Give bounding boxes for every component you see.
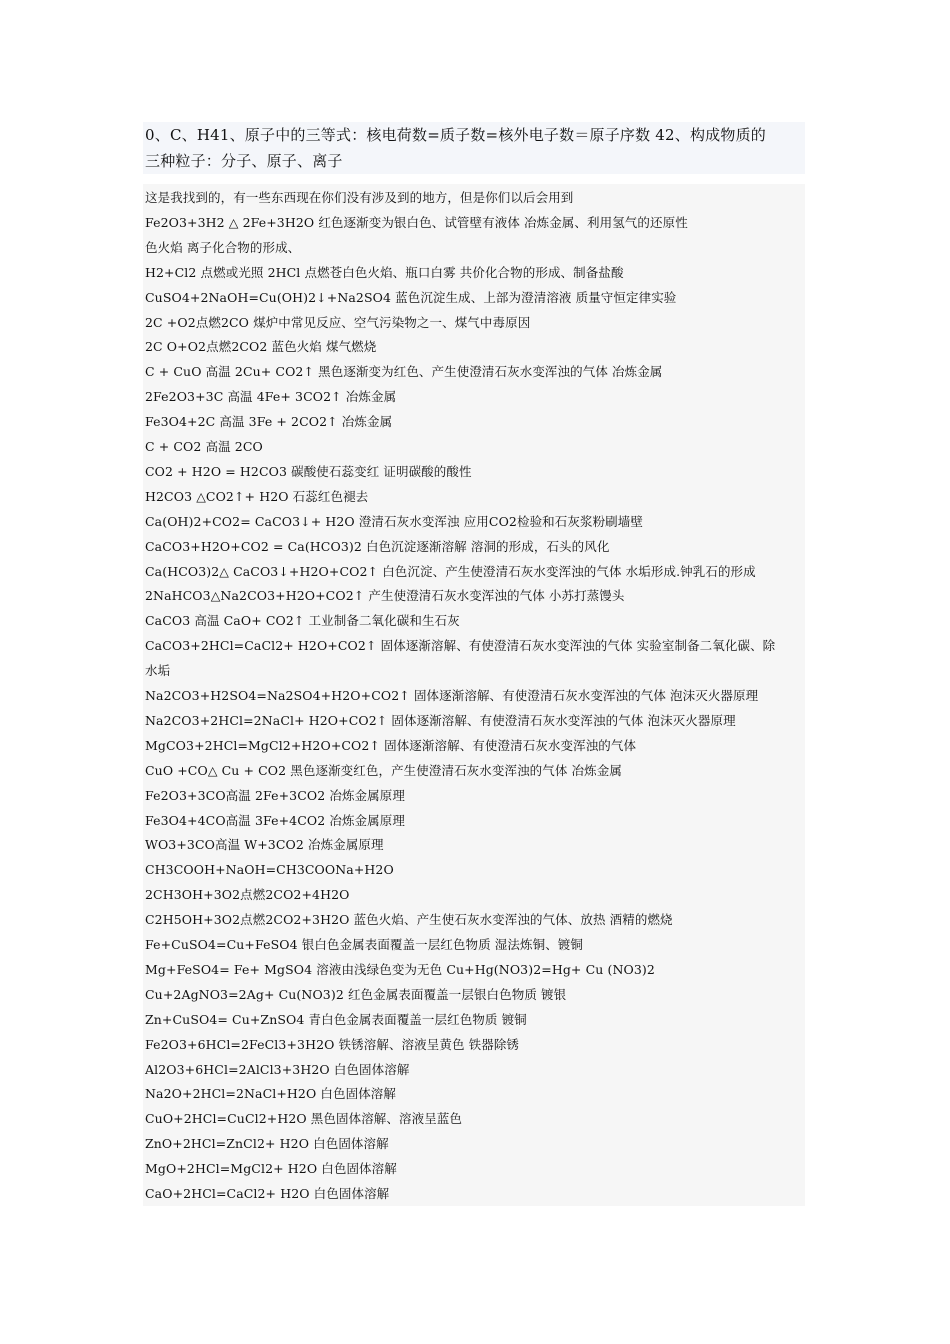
equation-line: CO2 + H2O = H2CO3 碳酸使石蕊变红 证明碳酸的酸性 <box>145 463 472 479</box>
equation-line: Fe+CuSO4=Cu+FeSO4 银白色金属表面覆盖一层红色物质 湿法炼铜、镀铜 <box>145 937 583 952</box>
equation-line: C + CO2 高温 2CO <box>145 439 263 454</box>
heading-block <box>143 122 805 174</box>
equation-line: CuSO4+2NaOH=Cu(OH)2↓+Na2SO4 蓝色沉淀生成、上部为澄清溶液 质量守恒定律实验 <box>145 289 677 305</box>
equation-line: H2+Cl2 点燃或光照 2HCl 点燃苍白色火焰、瓶口白雾 共价化合物的形成、制备盐酸 <box>145 264 624 280</box>
equation-line: CaO+2HCl=CaCl2+ H2O 白色固体溶解 <box>145 1186 390 1201</box>
equation-line: WO3+3CO高温 W+3CO2 冶炼金属原理 <box>145 837 384 853</box>
equation-line: C + CuO 高温 2Cu+ CO2↑ 黑色逐渐变为红色、产生使澄清石灰水变浑浊的气体 冶炼金属 <box>145 364 663 380</box>
equation-line: CaCO3+H2O+CO2 = Ca(HCO3)2 白色沉淀逐渐溶解 溶洞的形成，石头的风化 <box>145 538 610 554</box>
equation-line: Al2O3+6HCl=2AlCl3+3H2O 白色固体溶解 <box>145 1061 410 1077</box>
equation-line: 2NaHCO3△Na2CO3+H2O+CO2↑ 产生使澄清石灰水变浑浊的气体 小苏打蒸馒头 <box>145 588 625 604</box>
equation-line: Fe2O3+3CO高温 2Fe+3CO2 冶炼金属原理 <box>145 787 405 803</box>
equation-line: 2CH3OH+3O2点燃2CO2+4H2O <box>145 887 350 903</box>
equation-line: Cu+2AgNO3=2Ag+ Cu(NO3)2 红色金属表面覆盖一层银白色物质 镀银 <box>145 986 567 1002</box>
equation-line: 水垢 <box>145 663 171 679</box>
equation-line: 色火焰 离子化合物的形成、 <box>145 239 301 255</box>
heading-line: 三种粒子：分子、原子、离子 <box>145 152 343 170</box>
equation-line: Na2CO3+H2SO4=Na2SO4+H2O+CO2↑ 固体逐渐溶解、有使澄清石灰水变浑浊的气体 泡沫灭火器原理 <box>145 688 759 703</box>
equation-line: CaCO3 高温 CaO+ CO2↑ 工业制备二氧化碳和生石灰 <box>145 613 460 629</box>
equation-line: MgCO3+2HCl=MgCl2+H2O+CO2↑ 固体逐渐溶解、有使澄清石灰水变浑浊的气体 <box>145 737 637 753</box>
heading-line: 0、C、H41、原子中的三等式：核电荷数=质子数=核外电子数＝原子序数 42、构成物质的 <box>145 126 766 144</box>
equation-line: CuO+2HCl=CuCl2+H2O 黑色固体溶解、溶液呈蓝色 <box>145 1111 463 1127</box>
equation-line: Fe3O4+4CO高温 3Fe+4CO2 冶炼金属原理 <box>145 812 405 828</box>
equation-line: 2Fe2O3+3C 高温 4Fe+ 3CO2↑ 冶炼金属 <box>145 389 397 405</box>
equation-line: 2C +O2点燃2CO 煤炉中常见反应、空气污染物之一、煤气中毒原因 <box>145 314 531 330</box>
equation-line: Fe3O4+2C 高温 3Fe + 2CO2↑ 冶炼金属 <box>145 414 393 430</box>
equation-line: CH3COOH+NaOH=CH3COONa+H2O <box>145 862 394 878</box>
equation-line: CaCO3+2HCl=CaCl2+ H2O+CO2↑ 固体逐渐溶解、有使澄清石灰水变浑浊的气体 实验室制备二氧化碳、除 <box>145 638 776 654</box>
equation-line: Mg+FeSO4= Fe+ MgSO4 溶液由浅绿色变为无色 Cu+Hg(NO3)2=Hg+ Cu (NO3)2 <box>145 961 655 977</box>
equation-line: 2C O+O2点燃2CO2 蓝色火焰 煤气燃烧 <box>145 339 377 355</box>
equation-line: ZnO+2HCl=ZnCl2+ H2O 白色固体溶解 <box>145 1136 389 1152</box>
intro-line: 这是我找到的，有一些东西现在你们没有涉及到的地方，但是你们以后会用到 <box>145 190 574 205</box>
equation-line: Na2O+2HCl=2NaCl+H2O 白色固体溶解 <box>145 1086 397 1102</box>
equation-line: MgO+2HCl=MgCl2+ H2O 白色固体溶解 <box>145 1161 397 1177</box>
equation-line: Fe2O3+3H2 △ 2Fe+3H2O 红色逐渐变为银白色、试管壁有液体 冶炼金属、利用氢气的还原性 <box>145 214 688 230</box>
equation-line: CuO +CO△ Cu + CO2 黑色逐渐变红色，产生使澄清石灰水变浑浊的气体 冶炼金属 <box>145 762 622 778</box>
equation-line: H2CO3 △CO2↑+ H2O 石蕊红色褪去 <box>145 488 369 504</box>
equations-block <box>143 184 805 1206</box>
equation-line: Fe2O3+6HCl=2FeCl3+3H2O 铁锈溶解、溶液呈黄色 铁器除锈 <box>145 1036 520 1052</box>
equation-line: C2H5OH+3O2点燃2CO2+3H2O 蓝色火焰、产生使石灰水变浑浊的气体、放热 酒精的燃烧 <box>145 912 673 928</box>
equation-line: Ca(HCO3)2△ CaCO3↓+H2O+CO2↑ 白色沉淀、产生使澄清石灰水变浑浊的气体 水垢形成.钟乳石的形成 <box>145 563 756 579</box>
equation-line: Zn+CuSO4= Cu+ZnSO4 青白色金属表面覆盖一层红色物质 镀铜 <box>145 1011 527 1027</box>
equation-line: Na2CO3+2HCl=2NaCl+ H2O+CO2↑ 固体逐渐溶解、有使澄清石灰水变浑浊的气体 泡沫灭火器原理 <box>145 712 736 728</box>
equation-line: Ca(OH)2+CO2= CaCO3↓+ H2O 澄清石灰水变浑浊 应用CO2检验和石灰浆粉刷墙壁 <box>145 513 643 529</box>
